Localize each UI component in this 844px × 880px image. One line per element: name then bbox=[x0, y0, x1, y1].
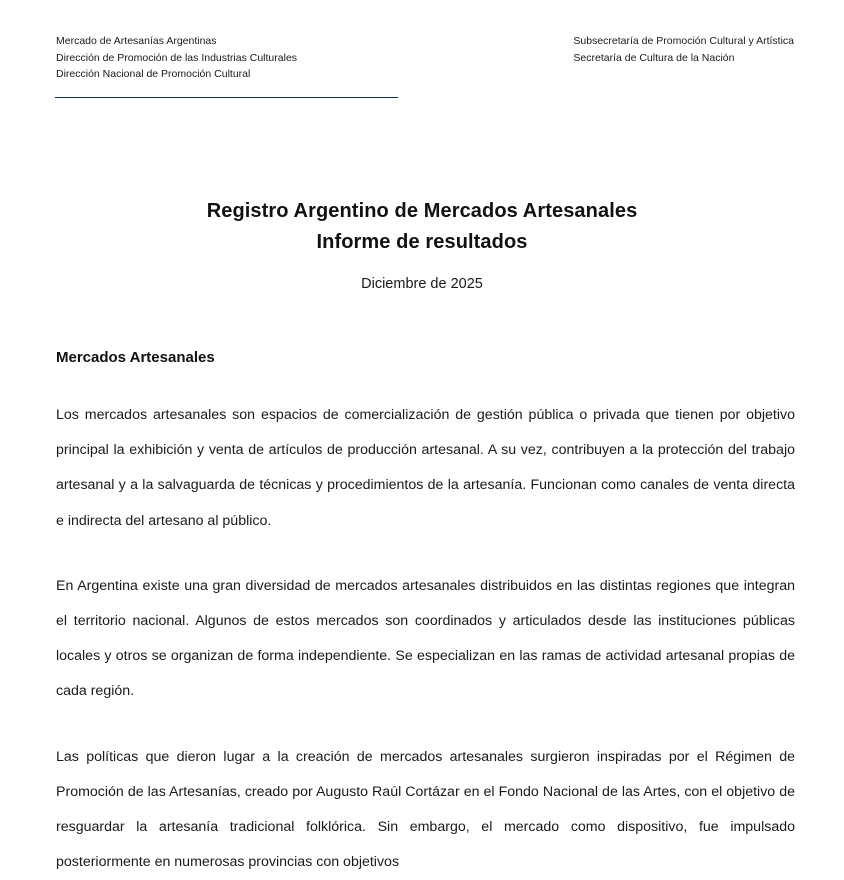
letterhead bbox=[56, 33, 796, 83]
letterhead-divider bbox=[55, 97, 398, 98]
section-heading-mercados-artesanales: Mercados Artesanales bbox=[56, 349, 215, 366]
title-block bbox=[0, 196, 844, 295]
document-title: Registro Argentino de Mercados Artesanales bbox=[206, 200, 638, 222]
document-subtitle: Informe de resultados bbox=[316, 231, 528, 253]
document-date: Diciembre de 2025 bbox=[361, 276, 483, 292]
letterhead-right-line-2: Secretaría de Cultura de la Nación bbox=[573, 51, 735, 64]
letterhead-left-line-2: Dirección de Promoción de las Industrias Culturales bbox=[56, 51, 298, 64]
letterhead-left-line-1: Mercado de Artesanías Argentinas bbox=[56, 35, 217, 47]
body-paragraph: Las políticas que dieron lugar a la creación de mercados artesanales surgieron inspiradas por el Régimen de Promoción de las Artesanías, creado por Augusto Raúl Cortázar en el Fondo Nacional de las Artes, con el objetivo de resguardar la artesanía tradicional folklórica. Sin embargo, el mercado como dispositivo, fue impulsado posteriormente en numerosas provincias con objetivos bbox=[56, 748, 795, 871]
body-paragraph: Los mercados artesanales son espacios de comercialización de gestión pública o privada que tienen por objetivo principal la exhibición y venta de artículos de producción artesanal. A su vez, contribuyen a la protección del trabajo artesanal y a la salvaguarda de técnicas y procedimientos de la artesanía. Funcionan como canales de venta directa e indirecta del artesano al público. bbox=[56, 407, 795, 529]
letterhead-left-line-3: Dirección Nacional de Promoción Cultural bbox=[56, 68, 251, 80]
body-paragraph: En Argentina existe una gran diversidad de mercados artesanales distribuidos en las distintas regiones que integran el territorio nacional. Algunos de estos mercados son coordinados y articulados desde las instituciones públicas locales y otros se organizan de forma independiente. Se especializan en las ramas de actividad artesanal propias de cada región. bbox=[56, 577, 795, 700]
letterhead-right-block bbox=[573, 33, 796, 66]
document-body bbox=[56, 348, 795, 880]
letterhead-left-block bbox=[56, 33, 297, 83]
letterhead-right-line-1: Subsecretaría de Promoción Cultural y Artística bbox=[573, 35, 794, 47]
